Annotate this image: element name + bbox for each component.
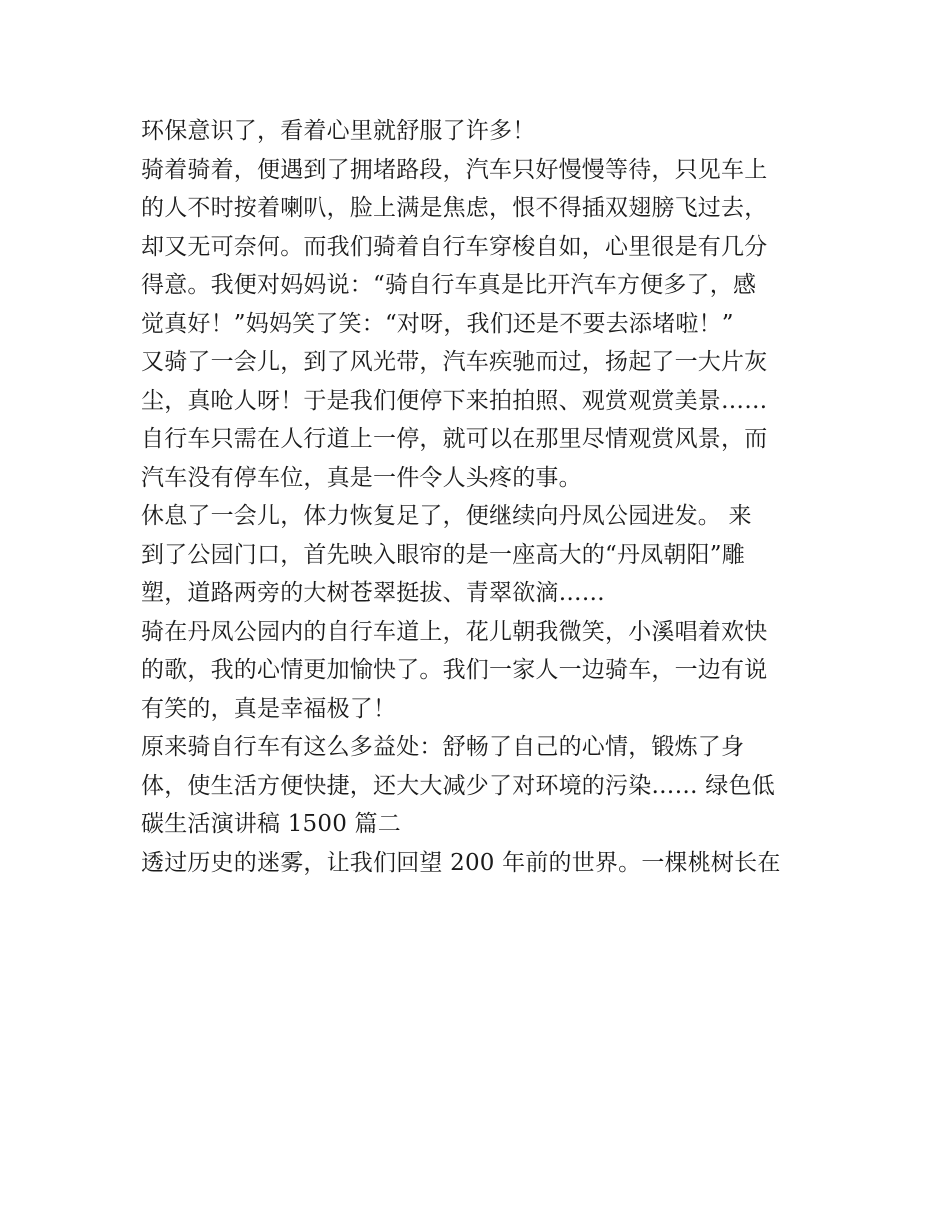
text-line: 的歌，我的心情更加愉快了。我们一家人一边骑车，一边有说 — [141, 657, 768, 683]
text-line: 得意。我便对妈妈说：“骑自行车真是比开汽车方便多了，感 — [141, 272, 757, 298]
text-line: 觉真好！”妈妈笑了笑：“对呀，我们还是不要去添堵啦！” — [141, 310, 734, 337]
text-line: 却又无可奈何。而我们骑着自行车穿梭自如，心里很是有几分 — [141, 233, 768, 260]
text-line: 骑着骑着，便遇到了拥堵路段，汽车只好慢慢等待，只见车上 — [141, 156, 768, 183]
text-line: 又骑了一会儿，到了风光带，汽车疾驰而过，扬起了一大片灰 — [141, 349, 768, 375]
section-heading-line: 碳生活演讲稿 1500 篇二 — [141, 811, 401, 837]
text-line: 塑，道路两旁的大树苍翠挺拔、青翠欲滴…… — [141, 580, 605, 606]
text-line: 到了公园门口，首先映入眼帘的是一座高大的“丹凤朝阳”雕 — [141, 541, 745, 568]
text-line: 环保意识了，看着心里就舒服了许多！ — [141, 118, 536, 144]
text-line: 原来骑自行车有这么多益处：舒畅了自己的心情，锻炼了身 — [141, 734, 745, 760]
text-line: 休息了一会儿，体力恢复足了，便继续向丹凤公园进发。 来 — [141, 503, 752, 529]
text-line: 体，使生活方便快捷，还大大减少了对环境的污染…… 绿色低 — [141, 772, 775, 799]
text-line: 尘，真呛人呀！于是我们便停下来拍拍照、观赏观赏美景…… — [141, 387, 768, 414]
document-body — [141, 112, 821, 882]
text-line: 的人不时按着喇叭，脸上满是焦虑，恨不得插双翅膀飞过去， — [141, 195, 768, 221]
text-line: 骑在丹凤公园内的自行车道上，花儿朝我微笑，小溪唱着欢快 — [141, 618, 768, 645]
text-line: 汽车没有停车位，真是一件令人头疼的事。 — [141, 464, 582, 491]
text-line: 透过历史的迷雾，让我们回望 200 年前的世界。一棵桃树长在 — [141, 849, 781, 876]
text-line: 自行车只需在人行道上一停，就可以在那里尽情观赏风景，而 — [141, 426, 768, 452]
text-line: 有笑的，真是幸福极了！ — [141, 695, 397, 722]
